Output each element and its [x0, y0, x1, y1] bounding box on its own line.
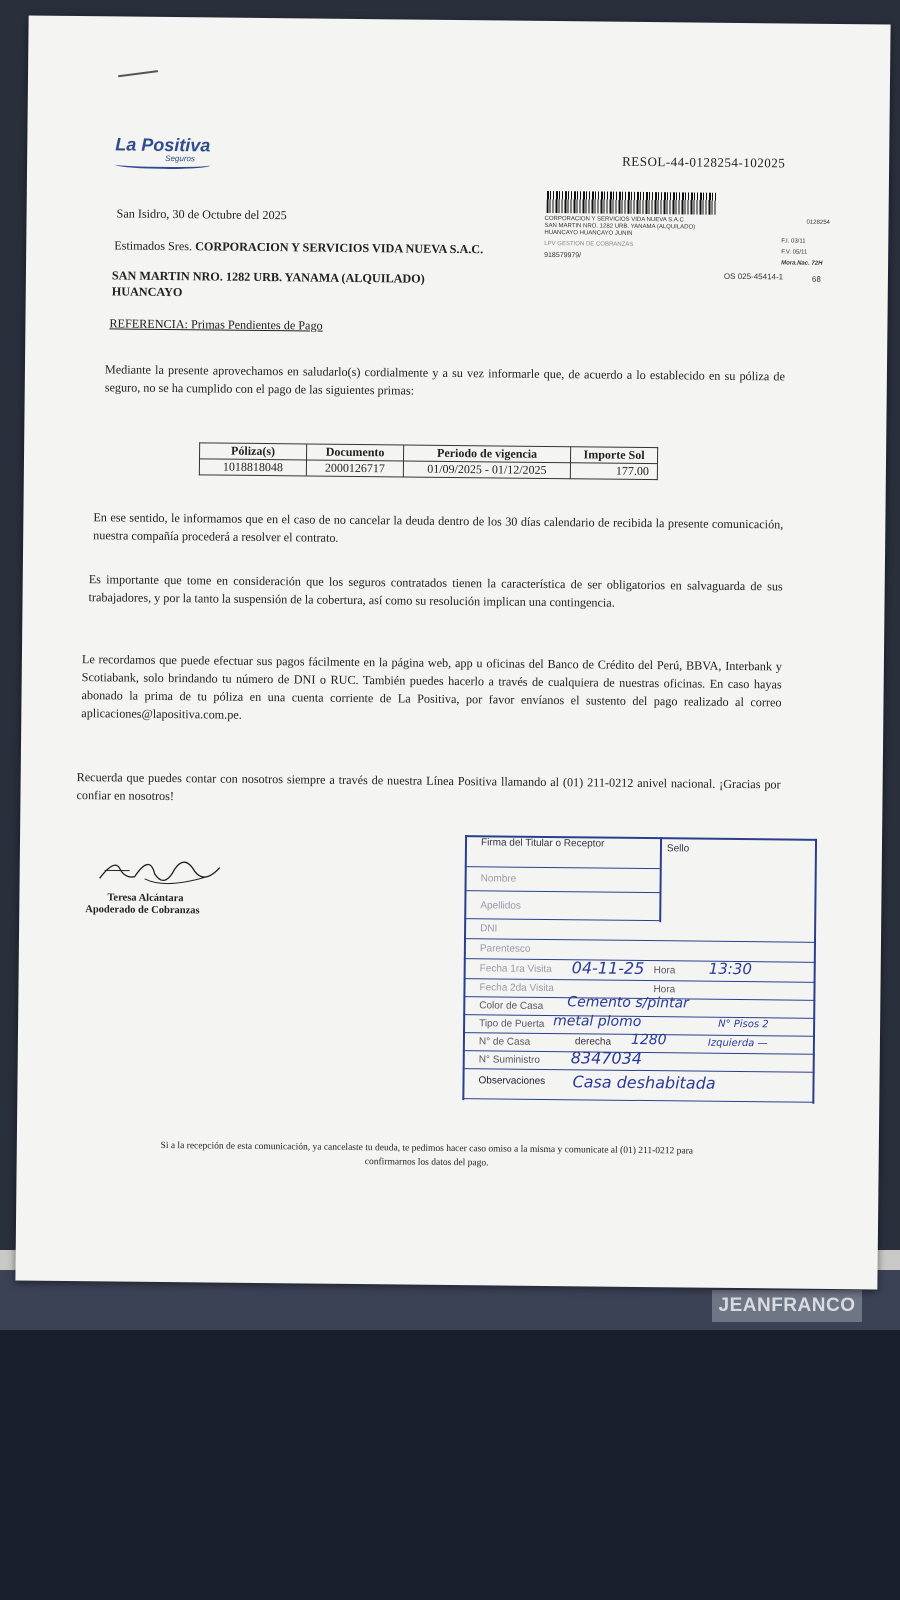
resolution-number: RESOL-44-0128254-102025: [622, 153, 786, 171]
address-line2: HUANCAYO: [111, 284, 183, 300]
form-puerta-label: Tipo de Puerta: [479, 1018, 545, 1030]
form-hora2-label: Hora: [653, 984, 676, 996]
form-fecha1-label: Fecha 1ra Visita: [479, 963, 552, 976]
cell-poliza: 1018818048: [199, 459, 306, 476]
greeting: [114, 236, 483, 258]
mailing-label: [544, 216, 744, 261]
fabric-background: [0, 1330, 900, 1600]
form-color-label: Color de Casa: [479, 1000, 544, 1012]
barcode: [547, 191, 717, 215]
policy-table: [199, 442, 658, 480]
company-name: CORPORACION Y SERVICIOS VIDA NUEVA S.A.C.: [195, 239, 484, 257]
form-suministro-value: 8347034: [570, 1048, 643, 1069]
letter-page: [15, 16, 890, 1290]
pen-mark: [118, 70, 158, 77]
label-line4: LPV GESTION DE COBRANZAS: [544, 240, 634, 248]
logo-sub: Seguros: [165, 153, 196, 164]
form-fecha1-value: 04-11-25: [571, 958, 645, 979]
col-documento: Documento: [307, 444, 404, 461]
cell-documento: 2000126717: [306, 460, 403, 477]
greeting-prefix: Estimados Sres.: [114, 238, 193, 254]
label-num: 0128254: [806, 219, 830, 226]
form-nombre: Nombre: [465, 867, 660, 893]
label-n: 68: [811, 274, 821, 284]
form-sello: Sello: [666, 843, 690, 855]
reference: REFERENCIA: Primas Pendientes de Pago: [109, 316, 323, 333]
form-fecha2-label: Fecha 2da Visita: [479, 982, 554, 995]
form-suministro-label: N° Suministro: [478, 1054, 541, 1066]
form-firma: Firma del Titular o Receptor: [465, 837, 660, 869]
form-obs-label: Observaciones: [478, 1075, 546, 1087]
letter-date: San Isidro, 30 de Octubre del 2025: [116, 206, 287, 223]
label-fi: F.I. 03/11: [781, 238, 806, 245]
form-hora-value: 13:30: [708, 959, 753, 979]
cell-importe: 177.00: [570, 463, 657, 480]
form-apellidos: Apellidos: [464, 891, 659, 921]
label-line1: CORPORACION Y SERVICIOS VIDA NUEVA S.A.C: [544, 215, 684, 224]
visit-form: [465, 835, 817, 1093]
paragraph-2: En ese sentido, le informamos que en el caso de no cancelar la deuda dentro de los 30 días calendario de recibida la presente comunicación, nuestra compañía procederá a resolver el contrato.: [93, 510, 784, 545]
company-logo: [115, 134, 210, 169]
signer-title: Apoderado de Cobranzas: [85, 904, 200, 917]
form-puerta-value: metal plomo: [553, 1013, 642, 1030]
signer-name: Teresa Alcántara: [107, 892, 184, 905]
form-hora-label: Hora: [653, 965, 676, 977]
footer-note: Si a la recepción de esta comunicación, ya cancelaste tu deuda, te pedimos hacer caso omiso a la misma y comunicate al (01) 211-0212 para confirmarnos los datos del pago.: [160, 1140, 694, 1169]
label-mora: Mora.Nac. 72H: [781, 260, 823, 267]
background-stamp: JEANFRANCO: [712, 1290, 862, 1322]
form-dni: DNI: [464, 919, 816, 943]
form-ncasa-value: 1280: [630, 1031, 667, 1049]
form-parentesco: Parentesco: [464, 939, 816, 963]
label-os: OS 025-45414-1: [723, 271, 784, 282]
form-color-value: Cemento s/pintar: [567, 994, 689, 1012]
form-izquierda-value: Izquierda —: [707, 1037, 768, 1050]
logo-swoosh: [115, 160, 210, 169]
col-importe: Importe Sol: [570, 447, 657, 464]
col-periodo: Periodo de vigencia: [404, 445, 571, 463]
form-derecha-label: derecha: [574, 1036, 612, 1048]
label-line2: SAN MARTIN NRO. 1282 URB. YANAMA (ALQUILADO): [544, 222, 696, 231]
address-line1: SAN MARTIN NRO. 1282 URB. YANAMA (ALQUILADO): [111, 268, 425, 286]
label-fv: F.V. 05/11: [781, 249, 808, 256]
paragraph-5: Recuerda que puedes contar con nosotros siempre a través de nuestra Línea Positiva llamando al (01) 211-0212 anivel nacional. ¡Gracias por confiar en nosotros!: [76, 770, 781, 804]
form-obs-value: Casa deshabitada: [572, 1072, 716, 1093]
cell-periodo: 01/09/2025 - 01/12/2025: [403, 461, 570, 479]
form-pisos-value: N° Pisos 2: [718, 1018, 769, 1031]
label-line3: HUANCAYO HUANCAYO JUNIN: [544, 229, 633, 237]
col-poliza: Póliza(s): [200, 443, 307, 460]
form-ncasa-label: N° de Casa: [478, 1036, 531, 1048]
paragraph-3: Es importante que tome en consideración que los seguros contratados tienen la característica de ser obligatorios en salvaguarda de sus trabajadores, y por la tanto la suspensión de la cobertura, así como su resolución implican una contingencia.: [88, 572, 783, 610]
label-code: 918579979/: [544, 251, 582, 260]
paragraph-1: Mediante la presente aprovechamos en saludarlo(s) cordialmente y a su vez informarle que, de acuerdo a lo establecido en su póliza de seguro, no se ha cumplido con el pago de las siguientes primas:: [104, 362, 785, 398]
logo-name: La Positiva: [115, 134, 211, 156]
paragraph-4: Le recordamos que puede efectuar sus pagos fácilmente en la página web, app u oficinas del Banco de Crédito del Perú, BBVA, Interbank y Scotiabank, solo brindando tu número de DNI o RUC. También puedes hacerlo a través de cualquiera de nuestras oficinas. En caso hayas abonado la prima de tu póliza en una cuenta corriente de La Positiva, por favor envíanos el sustento del pago realizado al correo aplicaciones@lapositiva.com.pe.: [81, 652, 782, 722]
